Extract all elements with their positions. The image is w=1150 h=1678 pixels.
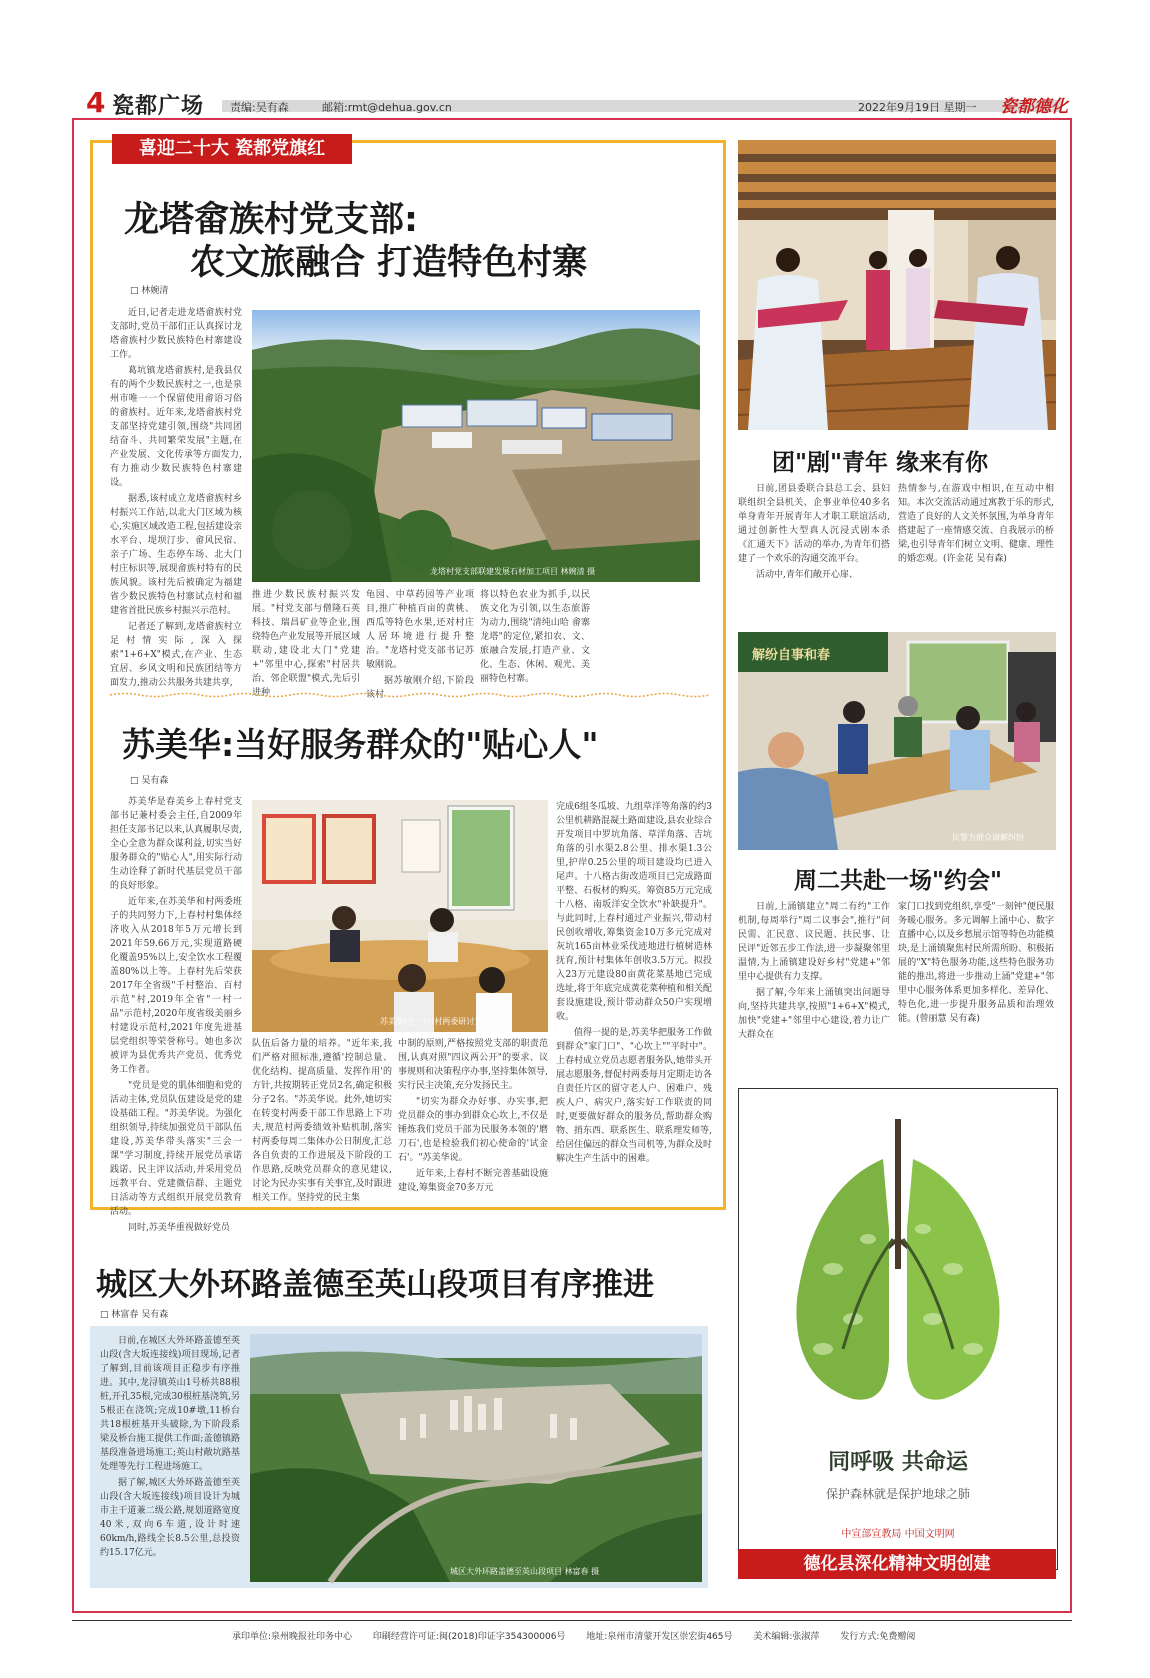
- paragraph: 苏美华是春美乡上春村党支部书记兼村委会主任,自2009年担任支部书记以来,认真履职尽责,全心全意为群众谋利益,切实当好服务群众的"贴心人",用实际行动生动诠释了新时代基层党员干部的良好形象。: [110, 797, 242, 891]
- paragraph: 记者还了解到,龙塔畲族村立足村情实际,深入探索"1+6+X"模式,在产业、生态宜居、乡风文明和民族团结等方面发力,推动公共服务共建共享,: [110, 622, 242, 688]
- paragraph: 日前,团县委联合县总工会、县妇联组织全县机关、企事业单位40多名单身青年开展青年人才职工联谊活动,通过创新性大型真人沉浸式剧本杀《汇通天下》活动的举办,为青年们搭建了一个欢乐的沟通交流平台。: [738, 484, 890, 564]
- city-aerial-image: [250, 1334, 702, 1582]
- email-label[interactable]: 邮箱:rmt@dehua.gov.cn: [322, 101, 452, 114]
- ad-slogan: 同呼吸 共命运: [828, 1450, 968, 1475]
- mediation-image: [738, 632, 1056, 850]
- distribution-label: 发行方式:免费赠阅: [840, 1632, 916, 1642]
- article2-col2: [252, 1037, 392, 1203]
- paragraph: 近年来,上春村不断完善基础设施建设,筹集资金70多万元: [398, 1169, 548, 1193]
- paragraph: "党员是党的肌体细胞和党的活动主体,党员队伍建设是党的建设基础工程。"苏美华说。为强化组织领导,持续加强党员干部队伍建设,苏美华带头落实"三会一课"学习制度,持续开展党员承诺践诺、民主评议活动,并采用党员远教平台、党建微信群、主题党日活动等方式组织开展党员教育活动。: [110, 1081, 242, 1217]
- paragraph: 龟园、中草药园等产业项目,推广种植百亩的黄桃、西瓜等特色水果,还对村庄人居环境进行提升整治。"龙塔村党支部书记苏敏刚说。: [366, 590, 474, 670]
- side1-title: 团"剧"青年 缘来有你: [772, 450, 988, 476]
- ad-sponsor: 中宣部宣教局 中国文明网: [841, 1529, 955, 1540]
- paragraph: 日前,上涌镇建立"周二有约"工作机制,每周举行"周二议事会",推行"问民需、汇民意、议民题、扶民事、让民评"近邻五步工作法,进一步凝聚邻里温情,为上涌镇建设好乡村"党建+"邻里中心提供有力支撑。: [738, 902, 890, 982]
- license-label: 印刷经营许可证:闽(2018)印证字354300006号: [372, 1632, 566, 1642]
- hanfu-event-image: [738, 140, 1056, 430]
- side1-photo: [738, 140, 1056, 430]
- banner-tag: 喜迎二十大 瓷都党旗红: [112, 134, 352, 164]
- article1-title-line1: 龙塔畲族村党支部:: [124, 200, 418, 240]
- article2-author: 吴有森: [141, 776, 169, 786]
- article3-byline: □ 林富春 吴有森: [100, 1310, 169, 1320]
- paragraph: 近日,记者走进龙塔畲族村党支部时,党员干部们正认真探讨龙塔畲族村少数民族特色村寨建设工作。: [110, 308, 242, 360]
- paragraph: 中制的原则,严格按照党支部的职责范围,认真对照"四议两公开"的要求、议事规则和决策程序办事,坚持集体领导,实行民主决策,充分发扬民主。: [398, 1039, 548, 1091]
- paragraph: 热情参与,在游戏中相识,在互动中相知。本次交流活动通过寓教于乐的形式,营造了良好的人文关怀氛围,为单身青年搭建起了一座情感交流、自我展示的桥梁,也引导青年们树立文明、健康、理性的婚恋观。(许金花 吴有森): [898, 484, 1054, 564]
- article1-col4: [480, 588, 590, 686]
- article2-col1: [110, 795, 242, 1233]
- side2-photo-sign: 解纷自事和春: [752, 648, 831, 663]
- editor-label: 责编:吴有森: [230, 101, 289, 114]
- side2-col2: [898, 900, 1054, 1070]
- address-label: 地址:泉州市清蒙开发区崇宏街465号: [586, 1632, 733, 1642]
- article3-photo: [250, 1334, 702, 1582]
- paragraph: "切实为群众办好事、办实事,把党员群众的事办到群众心坎上,不仅是锤炼我们党员干部为民服务本领的'磨刀石',也是检验我们初心使命的'试金石'。"苏美华说。: [398, 1097, 548, 1163]
- article3-author: 林富春 吴有森: [111, 1310, 169, 1320]
- public-service-ad: [738, 1088, 1058, 1570]
- printer-label: 承印单位:泉州晚报社印务中心: [232, 1632, 353, 1642]
- page-number: 4: [86, 86, 106, 119]
- lung-tree-icon: [783, 1119, 1013, 1419]
- side2-title: 周二共赴一场"约会": [794, 868, 1002, 894]
- side1-col1: [738, 482, 890, 600]
- paragraph: 同时,苏美华重视做好党员: [128, 1223, 230, 1233]
- side2-col1: [738, 900, 890, 1070]
- article1-byline: □ 林婉清: [130, 286, 169, 296]
- article3-title: 城区大外环路盖德至英山段项目有序推进: [96, 1267, 654, 1303]
- meeting-room-image: [252, 800, 548, 1032]
- section-title: 瓷都广场: [112, 94, 205, 119]
- article2-col4: [556, 800, 712, 1198]
- section-divider: [110, 692, 710, 698]
- date-label: 2022年9月19日 星期一: [858, 101, 977, 114]
- paragraph: 家门口找到党组织,享受"一刻钟"便民服务暖心服务。多元调解上涌中心、数字直播中心,以及乡愁展示馆等特色功能模块,是上涌镇聚焦村民所需所盼、积极拓展的"X"特色服务功能,这些特色服务功能的推出,将进一步推动上涌"党建+"邻里中心服务体系更加多样化、差异化、特色化,进一步提升服务品质和治理效能。(曾丽慧 吴有森): [898, 902, 1054, 1024]
- article2-col3: [398, 1037, 548, 1197]
- article3-col1: [100, 1334, 240, 1584]
- article1-title-line2: 农文旅融合 打造特色村寨: [190, 243, 588, 283]
- article2-photo: [252, 800, 548, 1032]
- newspaper-logo: 瓷都德化: [1000, 97, 1068, 117]
- ad-subslogan: 保护森林就是保护地球之肺: [825, 1487, 970, 1501]
- side1-col2: [898, 482, 1054, 600]
- paragraph: 日前,在城区大外环路盖德至英山段(含大坂连接线)项目现场,记者了解到,目前该项目正稳步有序推进。其中,龙浔镇英山1号桥共88根桩,开孔35根,完成30根桩基浇筑,另5根正在浇筑;完成10#墩,11桥台共18根桩基开头破除,为下阶段系梁及桥台施工提供工作面;盖德镇路基段准备进场施工;英山村敞坑路基处理等先行工程进场施工。: [100, 1336, 240, 1472]
- page-footer: [72, 1620, 1072, 1642]
- quarry-aerial-image: [252, 310, 700, 582]
- paragraph: 据苏敏刚介绍,下阶段该村: [366, 676, 474, 700]
- article2-photo-caption: 苏美华(左一)与村两委研讨工作: [380, 1017, 491, 1026]
- paragraph: 活动中,青年们敞开心扉、: [756, 570, 858, 580]
- article1-photo: [252, 310, 700, 582]
- paragraph: 将以特色农业为抓手,以民族文化为引领,以生态旅游为动力,围绕"清纯山哈 畲寨龙塔"的定位,紧扣农、文、旅融合发展,打造产业、文化、生态、休闲、观光、美丽特色村寨。: [480, 590, 590, 684]
- article1-author: 林婉清: [141, 286, 169, 296]
- article2-title: 苏美华:当好服务群众的"贴心人": [122, 725, 599, 764]
- paragraph: 值得一提的是,苏美华把服务工作做到群众"家门口"、"心坎上""平时中"。上春村成立党员志愿者服务队,她带头开展志愿服务,督促村两委每月定期走访各自责任片区的留守老人户、困难户、残疾人户、病灾户,落实好工作联责的同时,更要做好群众的服务员,帮助群众购物、捎东西、联系医生、联系理发师等,给居住偏远的群众当司机等,为群众及时解决生产生活中的困难。: [556, 1028, 712, 1164]
- article1-col3: [366, 588, 474, 700]
- paragraph: 葛坑镇龙塔畲族村,是我县仅有的两个少数民族村之一,也是泉州市唯一一个保留使用畲语习俗的畲族村。近年来,龙塔畲族村党支部坚持党建引领,围绕"共同团结奋斗、共同繁荣发展"主题,在产业发展、文化传承等方面发力,有力推动少数民族特色村寨建设。: [110, 366, 242, 488]
- article1-col2: [252, 588, 361, 698]
- side2-photo-caption: 民警为群众调解纠纷: [952, 833, 1024, 842]
- paragraph: 推进少数民族村振兴发展。"村党支部与僧隆石英科技、瑞昌矿业等企业,围绕特色产业发展等开展区域联动,建设北大门"党建+"邻里中心,探索"村居共治、邻企联盟"模式,先后引进种: [252, 590, 361, 698]
- article2-byline: □ 吴有森: [130, 776, 169, 786]
- paragraph: 近年来,在苏美华和村两委班子的共同努力下,上春村村集体经济收入从2018年5万元增长到2021年59.66万元,实现道路硬化覆盖95%以上,安全饮水工程覆盖80%以上等。上春村先后荣获2017年全省级"千村整治、百村示范"村,2019年全省"一村一品"示范村,2020年度省级美丽乡村建设示范村,2021年度先进基层党组织等荣誉称号。她也多次被评为县优秀共产党员、优秀党务工作者。: [110, 897, 242, 1075]
- article1-col1: [110, 306, 242, 688]
- paragraph: 队伍后备力量的培养。"近年来,我们严格对照标准,遵循'控制总量、优化结构、提高质量、发挥作用'的方针,共按期转正党员2名,确定积极分子2名。"苏美华说。此外,她切实在转变村两委干部工作思路上下功夫,规范村两委绩效补贴机制,落实村两委每周二集体办公日制度,汇总各自负责的工作进展及下阶段的工作思路,反映党员群众的意见建议,讨论为民办实事有关事宜,及时跟进相关工作。坚持党的民主集: [252, 1039, 392, 1203]
- side2-photo: [738, 632, 1056, 850]
- paragraph: 完成6组冬瓜坡、九组草洋等角落的约3公里机耕路混凝土路面建设,县农业综合开发项目中罗坑角落、草洋角落、吉坑角落的引水渠2.8公里、排水渠1.3公里,护岸0.25公里的项目建设均已进入尾声。十八格古街改造项目已完成路面平整、石板材的购买。筹资85万元完成十八格、南坂洋安全饮水"补缺提升"。与此同时,上春村通过产业振兴,带动村民创收增收,筹集资金10万多元完成对灰坑165亩林业采伐迹地进行植树造林抚育,预计村集体年创收3.5万元。拟投入23万元建设80亩黄花菜基地已完成选址,将于年底完成黄花菜种植和相关配套设施建设,预计带动群众50户实现增收。: [556, 802, 712, 1022]
- article1-photo-caption: 龙塔村党支部联建发展石材加工项目 林婉清 摄: [430, 567, 596, 576]
- paragraph: 据了解,城区大外环路盖德至英山段(含大坂连接线)项目设计为城市主干道兼二级公路,规划道路宽度40米,双向6车道,设计时速60km/h,路线全长8.5公里,总投资约15.17亿元。: [100, 1478, 240, 1558]
- paragraph: 据了解,今年来上涌镇突出问题导向,坚持共建共享,按照"1+6+X"模式,加快"党建+"邻里中心建设,着力让广大群众在: [738, 988, 890, 1040]
- art-editor-label: 美术编辑:张淑萍: [753, 1632, 820, 1642]
- article3-photo-caption: 城区大外环路盖德至英山段项目 林富春 摄: [450, 1567, 600, 1576]
- paragraph: 据悉,该村成立龙塔畲族村乡村振兴工作站,以北大门区域为核心,实施区域改造工程,包括建设亲水平台、堤坝汀步、畲风民宿、亲子广场、生态停车场、北大门村庄标识等,展现畲族村特有的民族风貌。该村先后被确定为福建省少数民族特色村寨试点村和福建省首批民族乡村振兴示范村。: [110, 494, 242, 616]
- civilization-banner: 德化县深化精神文明创建: [738, 1549, 1056, 1579]
